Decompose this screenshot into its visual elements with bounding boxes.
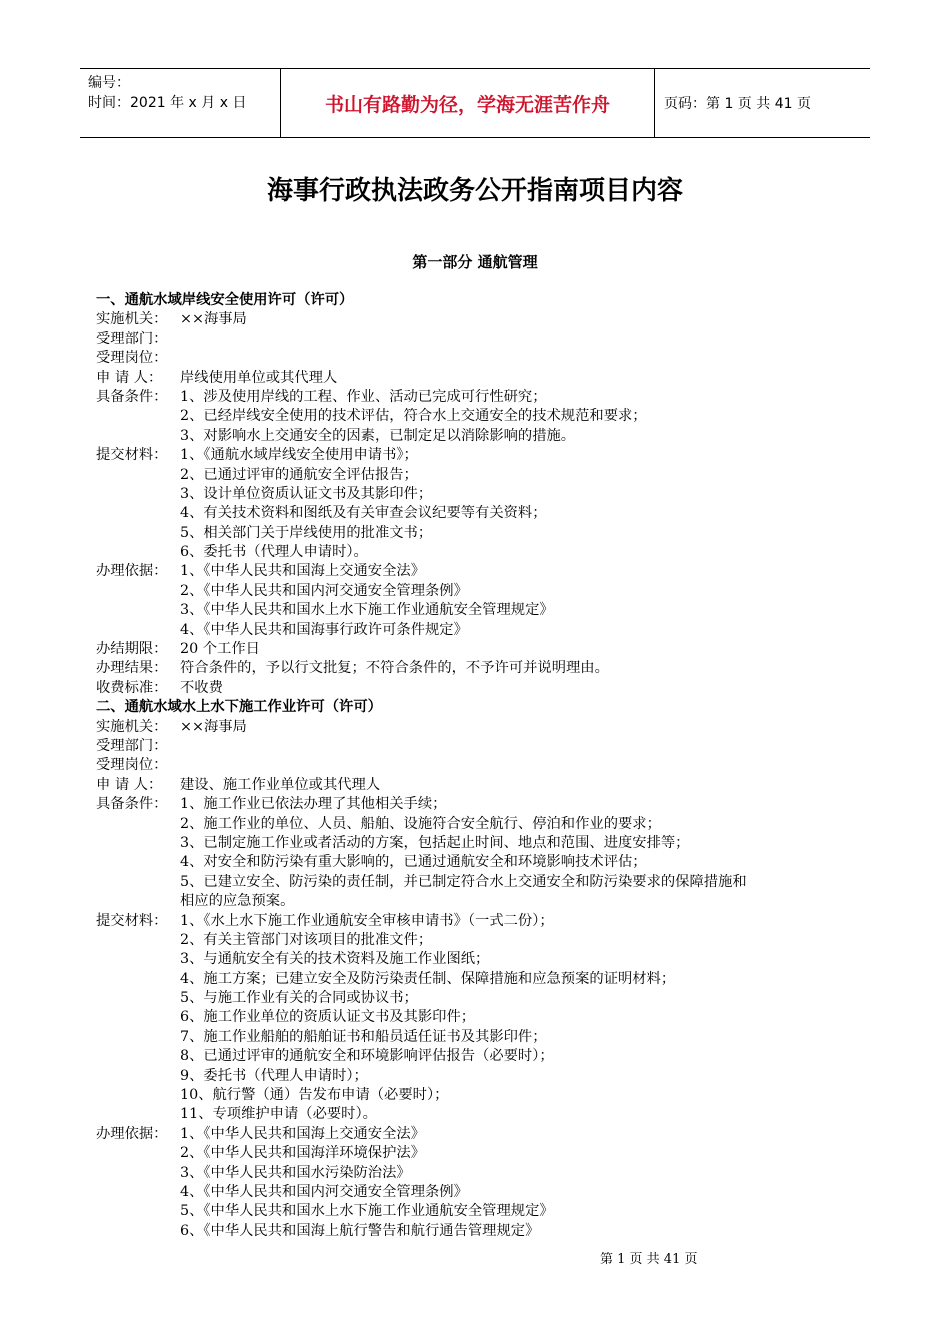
materials-item [96,970,866,989]
deadline-label: 办结期限： [96,641,168,658]
materials-text: 7、施工作业船舶的船舶证书和船员适任证书及其影印件； [180,1028,547,1045]
conditions-text: 3、对影响水上交通安全的因素，已制定足以消除影响的措施。 [180,427,576,444]
conditions-text: 2、已经岸线安全使用的技术评估，符合水上交通安全的技术规范和要求； [180,408,647,425]
materials-item [96,989,866,1008]
materials-item [96,466,866,485]
materials-item [96,543,866,562]
basis-item [96,1222,866,1241]
basis-item [96,1125,866,1144]
materials-item [96,504,866,523]
header-meta [80,69,280,137]
basis-text: 5、《中华人民共和国水上水下施工作业通航安全管理规定》 [180,1203,554,1220]
basis-item [96,562,866,581]
conditions-text: 5、已建立安全、防污染的责任制，并已制定符合水上交通安全和防污染要求的保障措施和 [180,873,747,890]
conditions-item [96,892,866,911]
materials-text: 10、航行警（通）告发布申请（必要时）； [180,1087,449,1104]
fee-label: 收费标准： [96,679,168,696]
document-title: 海事行政执法政务公开指南项目内容 [266,176,683,206]
basis-text: 4、《中华人民共和国海事行政许可条件规定》 [180,621,468,638]
materials-text: 4、有关技术资料和图纸及有关审查会议纪要等有关资料； [180,505,547,522]
conditions-text: 1、涉及使用岸线的工程、作业、活动已完成可行性研究； [180,388,547,405]
department-label: 受理部门： [96,330,168,347]
date-label: 时间：2021 年 x 月 x 日 [88,95,247,111]
materials-text: 11、专项维护申请（必要时）。 [180,1106,377,1123]
materials-text: 2、有关主管部门对该项目的批准文件； [180,931,433,948]
materials-item [96,950,866,969]
document-header [80,68,870,138]
basis-text: 6、《中华人民共和国海上航行警告和航行通告管理规定》 [180,1222,540,1239]
basis-text: 1、《中华人民共和国海上交通安全法》 [180,563,425,580]
materials-item [96,1008,866,1027]
materials-text: 5、与施工作业有关的合同或协议书； [180,990,418,1007]
materials-text: 1、《水上水下施工作业通航安全审核申请书》（一式二份）； [180,912,554,929]
conditions-text: 3、已制定施工作业或者活动的方案，包括起止时间、地点和范围、进度安排等； [180,834,690,851]
conditions-item [96,834,866,853]
agency-value: ××海事局 [180,718,247,735]
post-label: 受理岗位： [96,757,168,774]
agency-label: 实施机关： [96,718,168,735]
agency [96,310,866,329]
materials-text: 3、与通航安全有关的技术资料及施工作业图纸； [180,951,490,968]
basis-item [96,1183,866,1202]
materials-text: 9、委托书（代理人申请时）； [180,1067,368,1084]
materials-text: 5、相关部门关于岸线使用的批准文书； [180,524,433,541]
post [96,756,866,775]
materials-label: 提交材料： [96,447,168,464]
basis-text: 2、《中华人民共和国海洋环境保护法》 [180,1145,425,1162]
materials-item [96,1086,866,1105]
conditions-item [96,407,866,426]
conditions-item [96,388,866,407]
materials-text: 3、设计单位资质认证文书及其影印件； [180,485,433,502]
conditions-label: 具备条件： [96,388,168,405]
department-label: 受理部门： [96,737,168,754]
basis-item [96,1144,866,1163]
applicant-value: 建设、施工作业单位或其代理人 [180,776,381,793]
post [96,349,866,368]
part-title: 第一部分 通航管理 [412,253,538,271]
materials-item [96,485,866,504]
applicant-label: 申 请 人： [96,369,163,386]
materials-item [96,912,866,931]
conditions-label: 具备条件： [96,796,168,813]
materials-item [96,1047,866,1066]
materials-item [96,1105,866,1124]
document-body [96,291,866,1241]
agency-label: 实施机关： [96,311,168,328]
conditions-text: 4、对安全和防污染有重大影响的，已通过通航安全和环境影响技术评估； [180,854,647,871]
header-page-info: 页码：第 1 页 共 41 页 [664,96,811,112]
materials-label: 提交材料： [96,912,168,929]
basis-item [96,601,866,620]
basis-item [96,621,866,640]
agency [96,718,866,737]
agency-value: ××海事局 [180,311,247,328]
materials-text: 8、已通过评审的通航安全和环境影响评估报告（必要时）； [180,1048,554,1065]
basis-label: 办理依据： [96,1125,168,1142]
conditions-text: 2、施工作业的单位、人员、船舶、设施符合安全航行、停泊和作业的要求； [180,815,661,832]
basis-item [96,1164,866,1183]
basis-text: 4、《中华人民共和国内河交通安全管理条例》 [180,1183,468,1200]
materials-item [96,446,866,465]
fee [96,679,866,698]
basis-item [96,1202,866,1221]
applicant [96,369,866,388]
conditions-text: 1、施工作业已依法办理了其他相关手续； [180,796,447,813]
department [96,330,866,349]
applicant-value: 岸线使用单位或其代理人 [180,369,338,386]
basis-text: 3、《中华人民共和国水上水下施工作业通航安全管理规定》 [180,602,554,619]
post-label: 受理岗位： [96,350,168,367]
page-footer: 第 1 页 共 41 页 [600,1252,698,1267]
conditions-text: 相应的应急预案。 [180,893,295,910]
serial-label: 编号： [88,75,130,91]
header-motto: 书山有路勤为径，学海无涯苦作舟 [280,69,655,137]
materials-item [96,1067,866,1086]
deadline-value: 20 个工作日 [180,641,260,658]
materials-item [96,524,866,543]
materials-text: 4、施工方案；已建立安全及防污染责任制、保障措施和应急预案的证明材料； [180,970,676,987]
result-label: 办理结果： [96,660,168,677]
conditions-item [96,815,866,834]
materials-text: 6、施工作业单位的资质认证文书及其影印件； [180,1009,476,1026]
conditions-item [96,873,866,892]
basis-item [96,582,866,601]
fee-value: 不收费 [180,679,223,696]
basis-text: 1、《中华人民共和国海上交通安全法》 [180,1125,425,1142]
conditions-item [96,853,866,872]
conditions-item [96,795,866,814]
materials-item [96,1028,866,1047]
basis-text: 2、《中华人民共和国内河交通安全管理条例》 [180,582,468,599]
basis-text: 3、《中华人民共和国水污染防治法》 [180,1164,411,1181]
materials-text: 1、《通航水域岸线安全使用申请书》； [180,447,418,464]
applicant [96,776,866,795]
section-heading: 二、通航水域水上水下施工作业许可（许可） [96,699,382,716]
applicant-label: 申 请 人： [96,776,163,793]
deadline [96,640,866,659]
materials-text: 2、已通过评审的通航安全评估报告； [180,466,418,483]
result [96,659,866,678]
materials-text: 6、委托书（代理人申请时）。 [180,544,368,561]
basis-label: 办理依据： [96,563,168,580]
materials-item [96,931,866,950]
department [96,737,866,756]
section-heading: 一、通航水域岸线安全使用许可（许可） [96,292,354,308]
result-value: 符合条件的，予以行文批复；不符合条件的，不予许可并说明理由。 [180,660,609,677]
conditions-item [96,427,866,446]
